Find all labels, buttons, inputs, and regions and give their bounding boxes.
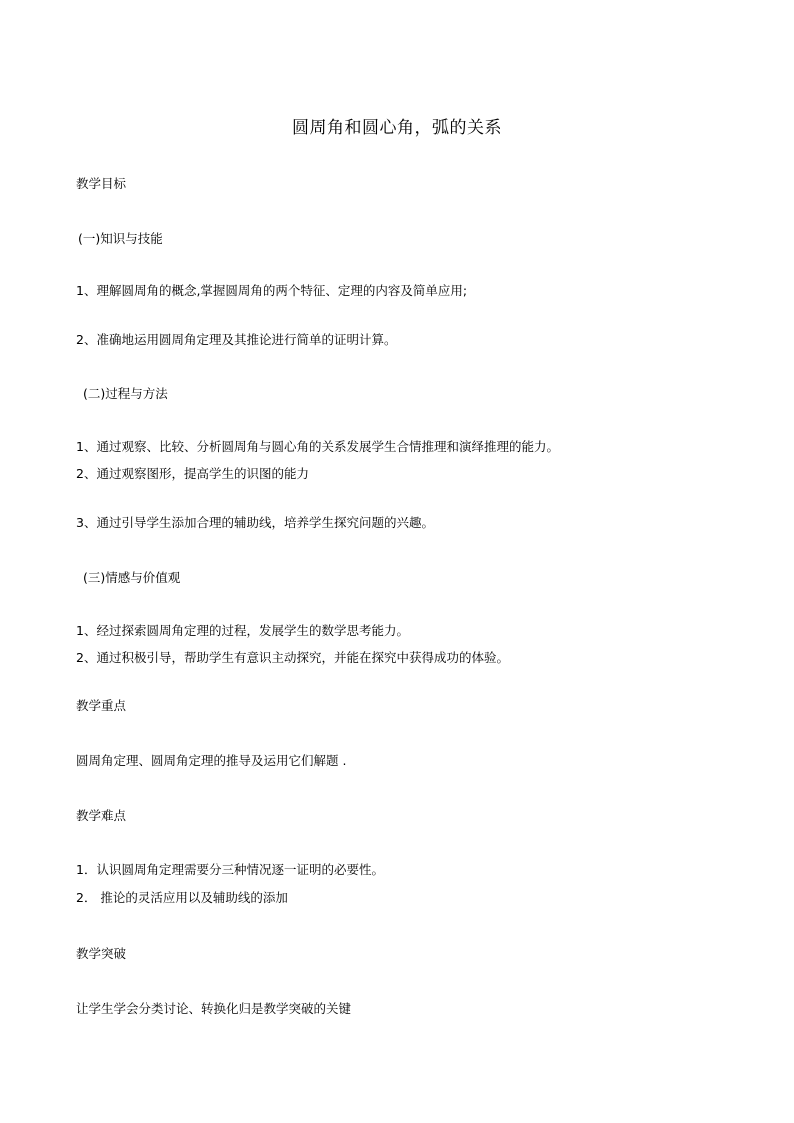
paragraph-key-points: 圆周角定理、圆周角定理的推导及运用它们解题 . [76, 753, 347, 768]
section-heading-breakthrough: 教学突破 [76, 946, 127, 961]
paragraph-difficulties-1: 1．认识圆周角定理需要分三种情况逐一证明的必要性。 [76, 862, 384, 877]
paragraph-knowledge-1: 1、理解圆周角的概念,掌握圆周角的两个特征、定理的内容及简单应用; [76, 283, 468, 298]
paragraph-process-3: 3、通过引导学生添加合理的辅助线，培养学生探究问题的兴趣。 [76, 515, 434, 530]
paragraph-knowledge-2: 2、准确地运用圆周角定理及其推论进行简单的证明计算。 [76, 332, 397, 347]
paragraph-process-1: 1、通过观察、比较、分析圆周角与圆心角的关系发展学生合情推理和演绎推理的能力。 [76, 439, 559, 454]
subheading-emotion-values: (三)情感与价值观 [83, 570, 181, 585]
subheading-process-methods: (二)过程与方法 [83, 386, 168, 401]
section-heading-difficulties: 教学难点 [76, 808, 127, 823]
subheading-knowledge-skills: (一)知识与技能 [78, 231, 163, 246]
paragraph-emotion-1: 1、经过探索圆周角定理的过程，发展学生的数学思考能力。 [76, 623, 409, 638]
paragraph-difficulties-2: 2． 推论的灵活应用以及辅助线的添加 [76, 890, 288, 905]
paragraph-emotion-2: 2、通过积极引导，帮助学生有意识主动探究，并能在探究中获得成功的体验。 [76, 650, 509, 665]
section-heading-key-points: 教学重点 [76, 698, 127, 713]
paragraph-process-2: 2、通过观察图形，提高学生的识图的能力 [76, 466, 309, 481]
paragraph-breakthrough: 让学生学会分类讨论、转换化归是教学突破的关键 [76, 1001, 352, 1016]
section-heading-teaching-goals: 教学目标 [76, 176, 127, 191]
document-title: 圆周角和圆心角，弧的关系 [292, 118, 502, 138]
